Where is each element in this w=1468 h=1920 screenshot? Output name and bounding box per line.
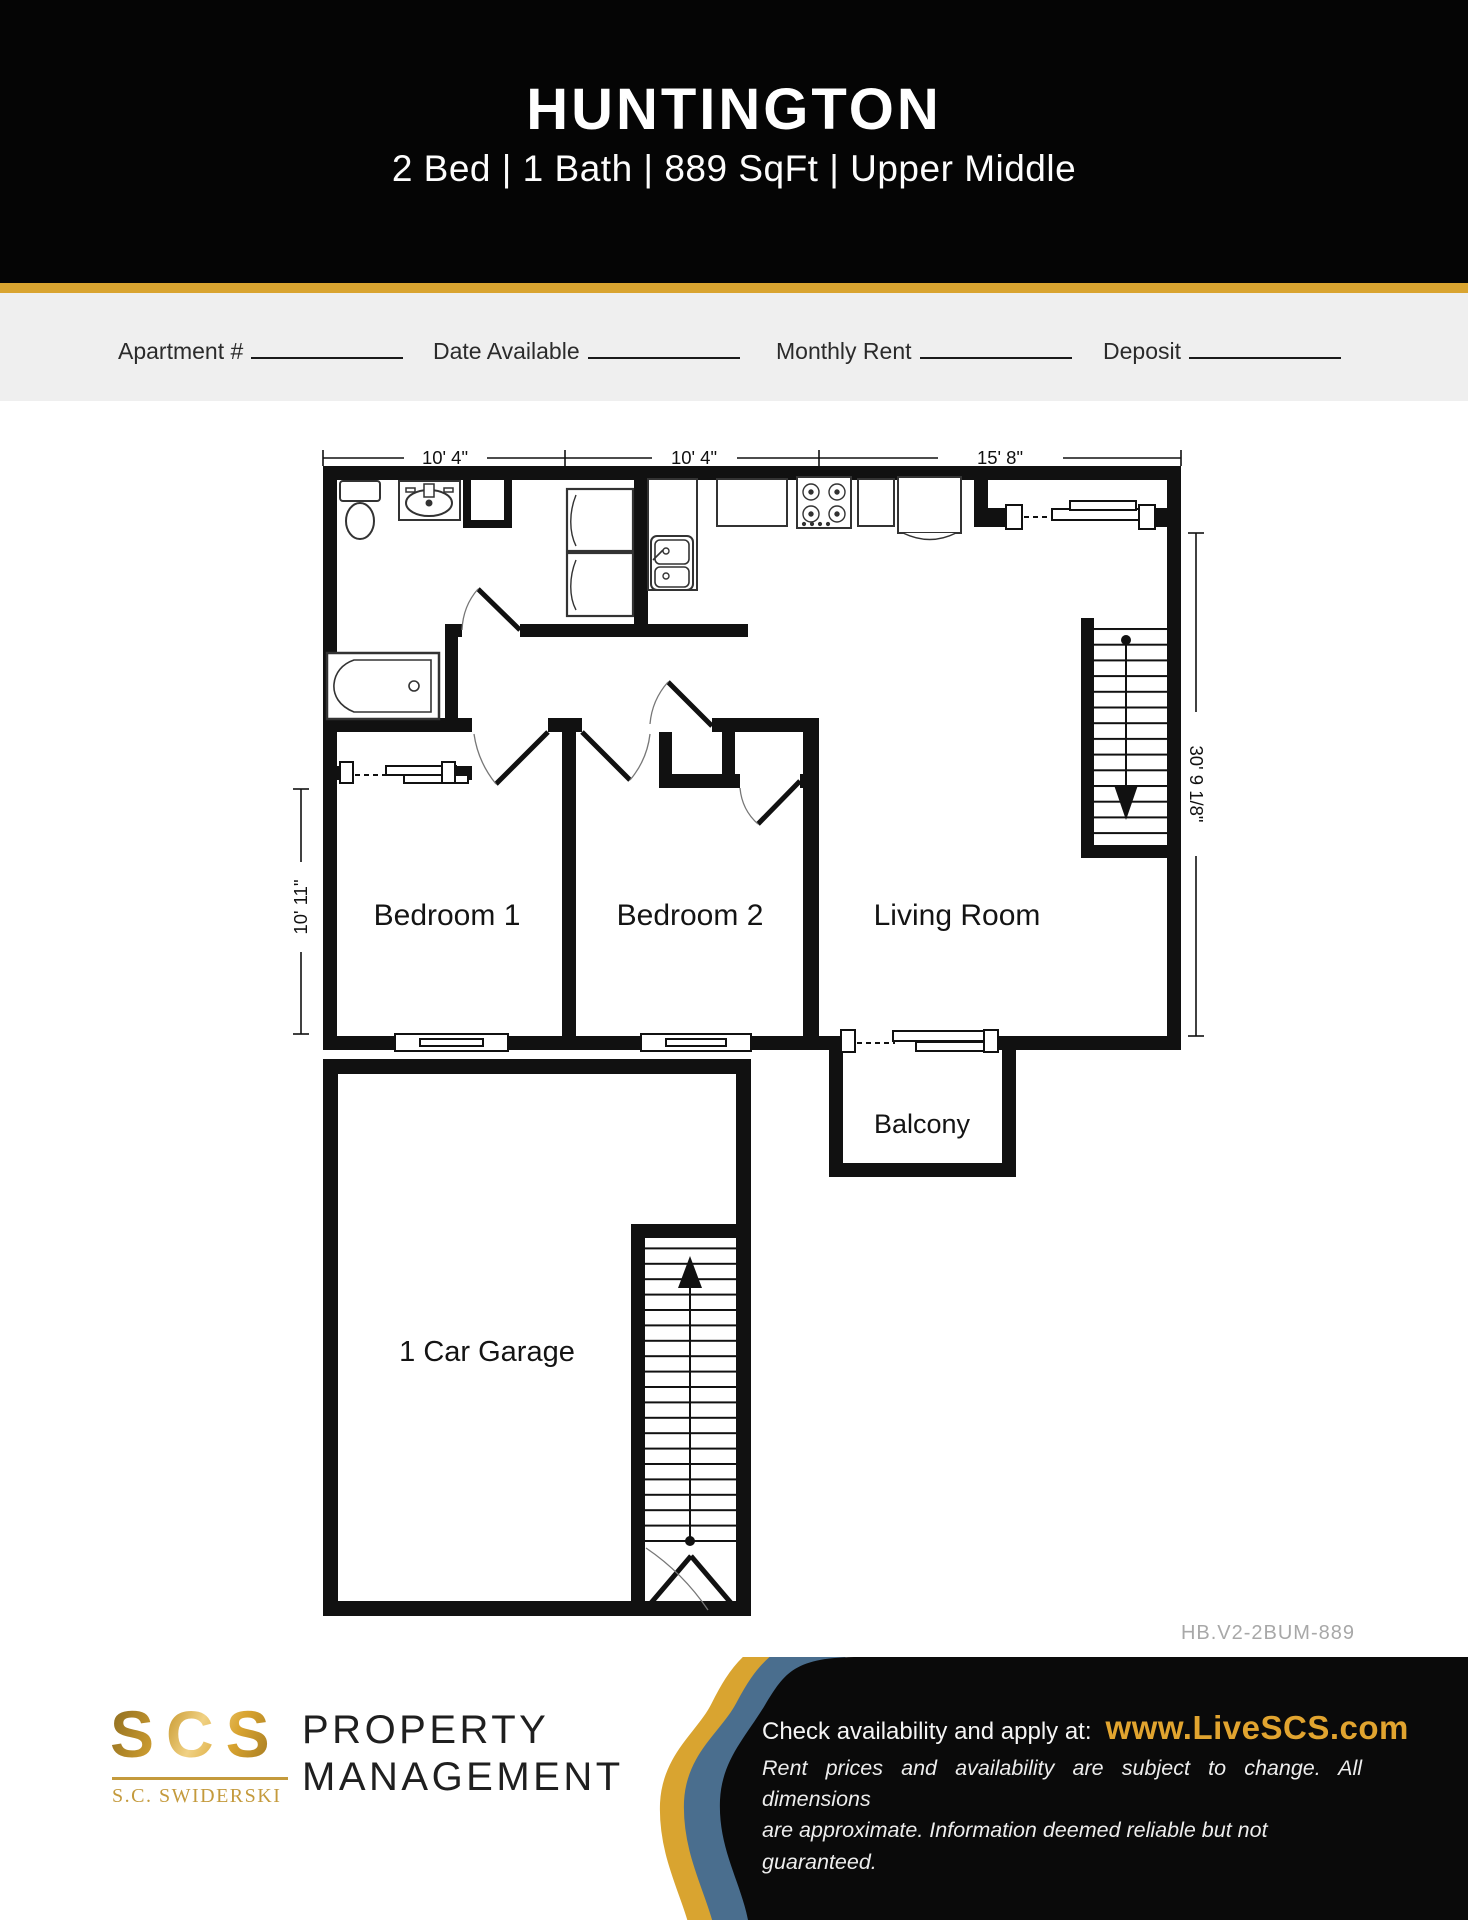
wordmark-line2: MANAGEMENT <box>302 1755 624 1800</box>
dim-right: 30' 9 1/8" <box>1186 745 1207 823</box>
date-available-label: Date Available <box>433 338 580 364</box>
page-subtitle: 2 Bed | 1 Bath | 889 SqFt | Upper Middle <box>391 148 1077 189</box>
stairs-down <box>1094 627 1167 847</box>
scs-logo: SCS <box>110 1697 282 1771</box>
bathtub <box>327 653 439 719</box>
apartment-label: Apartment # <box>118 338 244 364</box>
scs-logo-rule <box>112 1777 288 1780</box>
room-label-balcony: Balcony <box>873 1109 971 1139</box>
cta-row <box>762 1709 1409 1747</box>
entry-door <box>1006 501 1155 529</box>
unit-walls <box>323 466 1181 1050</box>
stairs-up <box>645 1238 736 1546</box>
toilet <box>340 481 380 539</box>
page-title: HUNTINGTON <box>526 77 942 142</box>
disclaimer-line1: Rent prices and availability are subject to change. All dimensions <box>762 1756 1362 1812</box>
disclaimer-line2: are approximate. Information deemed reliable but not guaranteed. <box>762 1818 1268 1874</box>
dim-left: 10' 11" <box>290 879 311 935</box>
dim-top-left: 10' 4" <box>421 447 469 468</box>
footer <box>0 1657 1468 1920</box>
washer-dryer <box>567 489 633 616</box>
property-management-wordmark <box>302 1707 624 1801</box>
window-bedroom2 <box>641 1034 751 1051</box>
room-label-living: Living Room <box>873 899 1041 932</box>
room-label-bedroom1: Bedroom 1 <box>373 899 521 932</box>
disclaimer <box>762 1753 1362 1878</box>
bath-sink <box>399 481 460 520</box>
cta-label: Check availability and apply at: <box>762 1718 1092 1745</box>
dim-top-right: 15' 8" <box>976 447 1024 468</box>
bedroom1-closet-sliding-door <box>340 762 468 783</box>
room-label-bedroom2: Bedroom 2 <box>616 899 764 932</box>
wordmark-line1: PROPERTY <box>302 1708 550 1752</box>
deposit-label: Deposit <box>1103 338 1181 364</box>
scs-company-name: S.C. SWIDERSKI <box>112 1785 282 1807</box>
dimension-lines <box>293 450 1204 1036</box>
monthly-rent-label: Monthly Rent <box>776 338 912 364</box>
kitchen-sink <box>651 536 693 590</box>
window-bedroom1 <box>395 1034 508 1051</box>
plan-code: HB.V2-2BUM-889 <box>1180 1622 1355 1644</box>
balcony-sliding-door <box>841 1030 998 1052</box>
dim-top-mid: 10' 4" <box>670 447 718 468</box>
cta-url-link[interactable]: www.LiveSCS.com <box>1105 1709 1409 1746</box>
room-label-garage: 1 Car Garage <box>399 1336 575 1368</box>
refrigerator <box>898 477 961 540</box>
stove <box>797 477 851 528</box>
